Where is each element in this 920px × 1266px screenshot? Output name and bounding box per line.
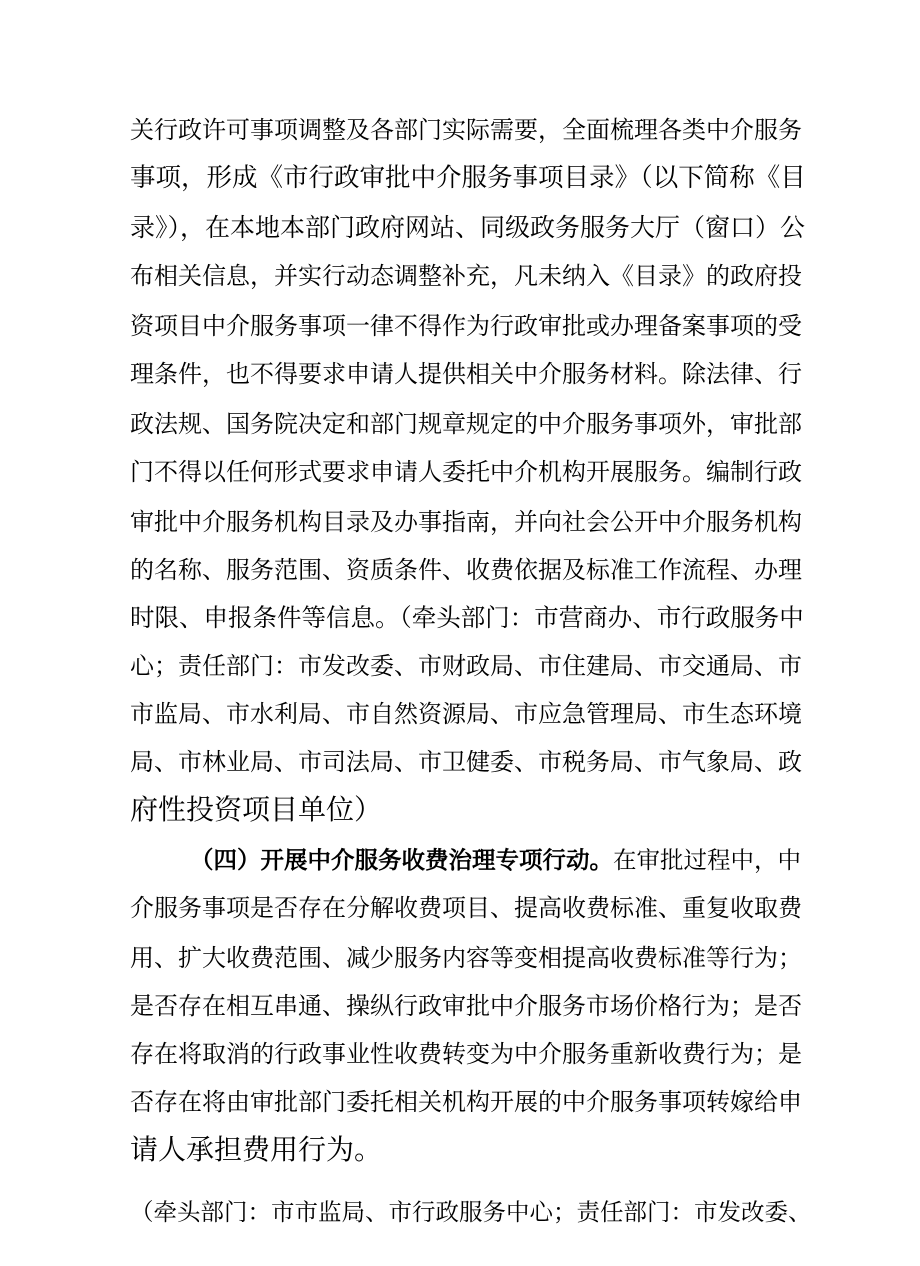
- text-line: 门不得以任何形式要求申请人委托中介机构开展服务。编制行政: [130, 458, 802, 486]
- text-line: 介服务事项是否存在分解收费项目、提高收费标准、重复收取费: [130, 894, 802, 922]
- text-line: 时限、申报条件等信息。（牵头部门：市营商办、市行政服务中: [130, 603, 804, 632]
- text-line: 布相关信息，并实行动态调整补充，凡未纳入《目录》的政府投: [130, 262, 802, 290]
- section-first-line-rest: 在审批过程中，中: [613, 846, 801, 874]
- text-line-last: （牵头部门：市市监局、市行政服务中心；责任部门：市发改委、: [130, 1198, 812, 1226]
- text-line: 市监局、市水利局、市自然资源局、市应急管理局、市生态环境: [130, 700, 802, 728]
- text-line: 局、市林业局、市司法局、市卫健委、市税务局、市气象局、政: [130, 748, 802, 776]
- text-line: 理条件，也不得要求申请人提供相关中介服务材料。除法律、行: [130, 360, 802, 388]
- text-line: 关行政许可事项调整及各部门实际需要，全面梳理各类中介服务: [130, 116, 802, 144]
- text-line: 事项，形成《市行政审批中介服务事项目录》（以下简称《目: [130, 163, 806, 193]
- text-line: 的名称、服务范围、资质条件、收费依据及标准工作流程、办理: [130, 556, 802, 584]
- text-line: 录》），在本地本部门政府网站、同级政务服务大厅（窗口）公: [130, 213, 806, 242]
- text-line: 存在将取消的行政事业性收费转变为中介服务重新收费行为；是: [130, 1040, 802, 1068]
- text-line: 府性投资项目单位）: [130, 793, 383, 826]
- text-line: 否存在将由审批部门委托相关机构开展的中介服务事项转嫁给申: [130, 1088, 802, 1116]
- text-line: 用、扩大收费范围、减少服务内容等变相提高收费标准等行为；: [130, 944, 802, 972]
- text-line: 资项目中介服务事项一律不得作为行政审批或办理备案事项的受: [130, 312, 802, 340]
- text-line: 审批中介服务机构目录及办事指南，并向社会公开中介服务机构: [130, 508, 802, 536]
- text-line: 政法规、国务院决定和部门规章规定的中介服务事项外，审批部: [130, 410, 802, 438]
- section-heading: （四）开展中介服务收费治理专项行动。: [190, 846, 613, 874]
- text-line: 是否存在相互串通、操纵行政审批中介服务市场价格行为；是否: [130, 992, 802, 1020]
- section-first-line: [190, 840, 810, 880]
- text-line: 心；责任部门：市发改委、市财政局、市住建局、市交通局、市: [130, 652, 802, 680]
- text-line: 请人承担费用行为。: [130, 1133, 383, 1166]
